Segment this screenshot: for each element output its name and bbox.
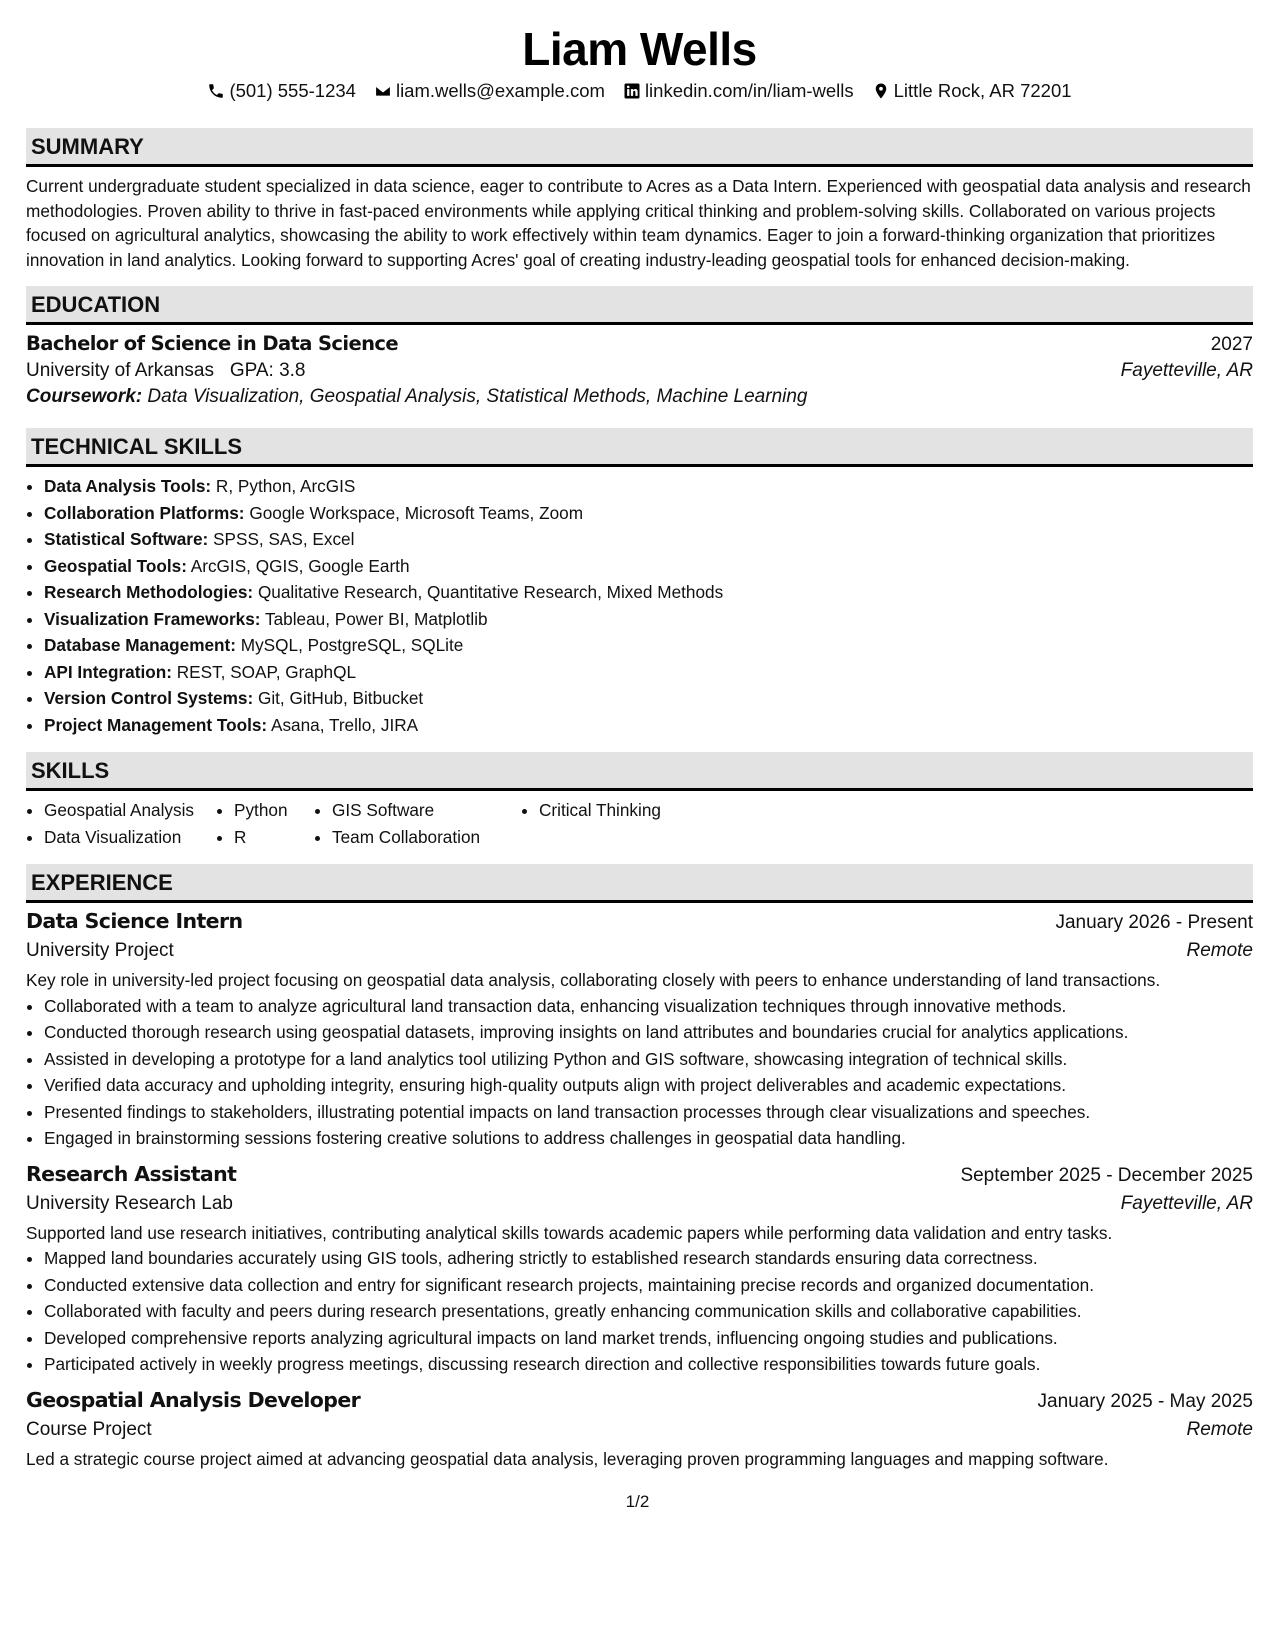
summary-text: Current undergraduate student specialized in data science, eager to contribute to Acres as a Data Intern. Experienced with geospatial data analysis and research methodologies. Proven ability to thrive in fast-paced environments while applying critical thinking and problem-solving skills. Collaborated on various projects focused on agricultural analytics, showcasing the ability to work effectively within team dynamics. Eager to join a forward-thinking organization that prioritizes innovation in land analytics. Looking forward to supporting Acres' goal of creating industry-leading geospatial tools for enhanced decision-making.: [26, 176, 1251, 270]
skill-values: R, Python, ArcGIS: [215, 476, 356, 496]
job-org: Course Project: [26, 1418, 152, 1440]
contact-email[interactable]: [374, 80, 605, 102]
contact-bar: [26, 80, 1253, 102]
email-text: liam.wells@example.com: [395, 80, 605, 101]
phone-text: (501) 555-1234: [229, 80, 356, 101]
list-item: [44, 685, 1253, 712]
candidate-name: Liam Wells: [522, 23, 757, 75]
skills-header: SKILLS: [26, 752, 1253, 791]
list-item: • Mapped land boundaries accurately using GIS tools, adhering strictly to established research standards ensuring data correctness.: [44, 1245, 1253, 1272]
skill-category: Database Management:: [44, 635, 236, 655]
skill-values: ArcGIS, QGIS, Google Earth: [190, 555, 410, 576]
list-item: • Team Collaboration: [332, 824, 521, 851]
skill-category: Version Control Systems:: [44, 688, 254, 708]
list-item: • Engaged in brainstorming sessions fostering creative solutions to address challenges in geospatial data handling.: [44, 1125, 1253, 1152]
skills-column: [521, 797, 721, 850]
job-entry: [26, 909, 1253, 1152]
experience-header: EXPERIENCE: [26, 864, 1253, 903]
job-title-row: [26, 1162, 1253, 1187]
skill-category: Data Analysis Tools:: [44, 476, 212, 496]
skill-values: Asana, Trello, JIRA: [270, 714, 419, 735]
school-line: [26, 360, 306, 382]
skill-category: Statistical Software:: [44, 529, 209, 549]
job-dates: September 2025 - December 2025: [960, 1164, 1253, 1186]
envelope-icon: [374, 82, 392, 100]
job-entry: [26, 1388, 1253, 1472]
skills-column: [216, 797, 314, 850]
school-name: University of Arkansas: [26, 360, 214, 381]
job-location: Fayetteville, AR: [1120, 1192, 1253, 1214]
job-title-row: [26, 909, 1253, 934]
list-item: • Collaborated with faculty and peers during research presentations, greatly enhancing communication skills and collaborative capabilities.: [44, 1298, 1253, 1325]
skill-values: Qualitative Research, Quantitative Research, Mixed Methods: [257, 582, 724, 602]
list-item: • Conducted extensive data collection and entry for significant research projects, maintaining precise records and organized documentation.: [44, 1272, 1253, 1299]
resume-page: [26, 0, 1253, 1471]
job-org-row: [26, 1193, 1253, 1215]
job-bullets: [26, 1245, 1253, 1378]
page-number: 1/2: [625, 1492, 650, 1511]
skills-column: [26, 797, 216, 850]
list-item: [44, 659, 1253, 686]
contact-phone[interactable]: [207, 80, 356, 102]
skill-category: Collaboration Platforms:: [44, 502, 245, 523]
job-summary: Led a strategic course project aimed at advancing geospatial data analysis, leveraging proven programming languages and mapping software.: [26, 1448, 1109, 1469]
phone-icon: [207, 82, 225, 100]
list-item: • Developed comprehensive reports analyzing agricultural impacts on land market trends, influencing ongoing studies and publications.: [44, 1325, 1253, 1352]
job-title: Geospatial Analysis Developer: [26, 1387, 361, 1412]
map-pin-icon: [872, 82, 890, 100]
list-item: • Verified data accuracy and upholding integrity, ensuring high-quality outputs align with project deliverables and academic expectations.: [44, 1072, 1253, 1099]
skill-category: API Integration:: [44, 661, 172, 682]
skill-values: REST, SOAP, GraphQL: [176, 661, 357, 682]
job-location: Remote: [1186, 1418, 1253, 1440]
contact-linkedin[interactable]: [623, 80, 854, 102]
skill-values: Git, GitHub, Bitbucket: [257, 688, 424, 708]
list-item: • Python: [234, 797, 314, 824]
skill-values: Google Workspace, Microsoft Teams, Zoom: [249, 502, 584, 523]
list-item: • GIS Software: [332, 797, 521, 824]
skill-category: Geospatial Tools:: [44, 555, 187, 576]
degree-title: Bachelor of Science in Data Science: [26, 332, 398, 355]
contact-location: [872, 80, 1072, 102]
summary-header: SUMMARY: [26, 128, 1253, 167]
list-item: • Data Visualization: [44, 824, 216, 851]
technical-skills-header: TECHNICAL SKILLS: [26, 428, 1253, 467]
linkedin-icon: [623, 82, 641, 100]
job-org: University Project: [26, 940, 174, 961]
skill-category: Research Methodologies:: [44, 582, 254, 602]
list-item: [44, 632, 1253, 659]
skills-column: [314, 797, 521, 850]
job-dates: January 2025 - May 2025: [1037, 1390, 1253, 1412]
skill-category: Project Management Tools:: [44, 714, 268, 735]
location-text: Little Rock, AR 72201: [893, 80, 1072, 101]
list-item: [44, 606, 1253, 633]
technical-skills-list: [26, 473, 1253, 738]
job-dates: January 2026 - Present: [1055, 912, 1253, 933]
list-item: • Geospatial Analysis: [44, 797, 216, 824]
job-summary: Supported land use research initiatives, contributing analytical skills towards academic papers while performing data validation and entry tasks.: [26, 1222, 1113, 1243]
list-item: • Presented findings to stakeholders, illustrating potential impacts on land transaction processes through clear visualizations and speeches.: [44, 1099, 1253, 1126]
job-summary: Key role in university-led project focusing on geospatial data analysis, collaborating closely with peers to enhance understanding of land transactions.: [26, 970, 1161, 990]
list-item: • Critical Thinking: [539, 797, 721, 824]
graduation-year: 2027: [1210, 334, 1253, 355]
skill-category: Visualization Frameworks:: [44, 608, 261, 629]
list-item: [44, 579, 1253, 606]
gpa: GPA: 3.8: [229, 360, 306, 381]
coursework-line: [26, 386, 1253, 408]
education-row-2: [26, 360, 1253, 382]
list-item: • Participated actively in weekly progress meetings, discussing research direction and collective responsibilities towards future goals.: [44, 1351, 1253, 1378]
list-item: [44, 553, 1253, 580]
list-item: [44, 526, 1253, 553]
job-org-row: [26, 1419, 1253, 1441]
job-location: Remote: [1186, 940, 1253, 961]
list-item: [44, 712, 1253, 739]
job-title-row: [26, 1388, 1253, 1413]
coursework-text: Data Visualization, Geospatial Analysis, Statistical Methods, Machine Learning: [147, 386, 808, 407]
job-bullets: [26, 993, 1253, 1152]
education-row-1: [26, 332, 1253, 356]
list-item: [44, 473, 1253, 500]
coursework-label: Coursework:: [26, 386, 143, 407]
job-entry: [26, 1162, 1253, 1378]
list-item: • Collaborated with a team to analyze agricultural land transaction data, enhancing visualization techniques through innovative methods.: [44, 993, 1253, 1020]
school-location: Fayetteville, AR: [1120, 360, 1253, 381]
job-title: Research Assistant: [26, 1161, 237, 1186]
skills-grid: [26, 797, 1253, 850]
job-org-row: [26, 940, 1253, 962]
job-org: University Research Lab: [26, 1192, 233, 1214]
list-item: • Conducted thorough research using geospatial datasets, improving insights on land attributes and boundaries crucial for analytics applications.: [44, 1019, 1253, 1046]
skill-values: SPSS, SAS, Excel: [213, 529, 355, 549]
list-item: • Assisted in developing a prototype for a land analytics tool utilizing Python and GIS software, showcasing integration of technical skills.: [44, 1046, 1253, 1073]
job-title: Data Science Intern: [26, 909, 243, 933]
list-item: [44, 500, 1253, 527]
skill-values: MySQL, PostgreSQL, SQLite: [240, 635, 464, 655]
list-item: • R: [234, 824, 314, 851]
skill-values: Tableau, Power BI, Matplotlib: [264, 608, 488, 629]
linkedin-text: linkedin.com/in/liam-wells: [644, 80, 854, 101]
education-header: EDUCATION: [26, 286, 1253, 325]
